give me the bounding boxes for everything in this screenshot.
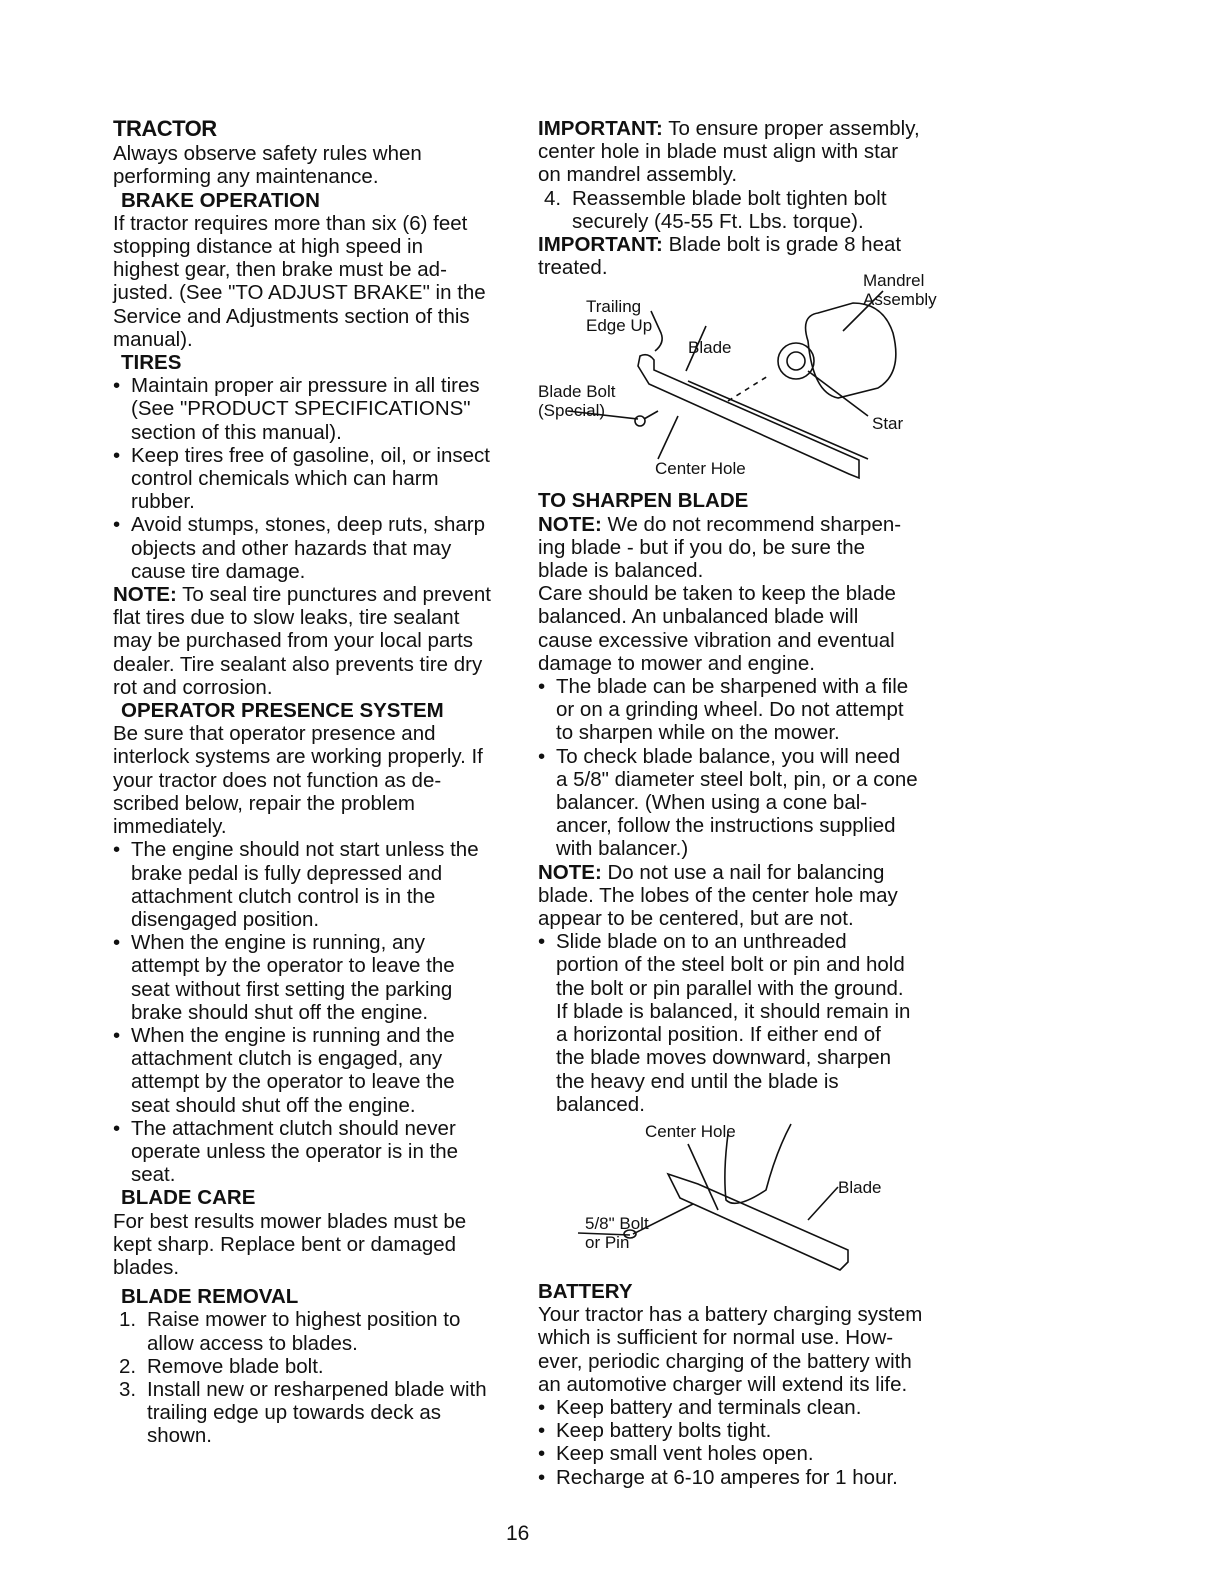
text: The blade can be sharpened with a file or on a grinding wheel. Do not attempt to sharpen while on the mower. <box>556 675 909 745</box>
bullet-marker: • <box>538 1442 546 1466</box>
text: TRACTOR <box>113 116 217 141</box>
text: Keep battery bolts tight. <box>556 1419 772 1443</box>
paragraph <box>113 212 533 351</box>
bullet-marker: • <box>538 1419 546 1443</box>
section-heading <box>113 189 533 212</box>
step-number: 4. <box>544 186 562 210</box>
text: Keep tires free of gasoline, oil, or insect control chemicals which can harm rubber. <box>131 443 490 514</box>
text: Install new or resharpened blade with trailing edge up towards deck as shown. <box>147 1377 487 1448</box>
emphasis-label: IMPORTANT: <box>538 117 663 140</box>
star-label: Star <box>872 414 904 434</box>
text: Blade bolt is grade 8 heat treated. <box>538 233 902 280</box>
text: When the engine is running and the attachment clutch is engaged, any attempt by the operator to leave the seat should shut off the engine. <box>131 1023 455 1117</box>
section-heading <box>113 117 533 140</box>
numbered-step <box>113 1378 533 1448</box>
text: For best results mower blades must be kept sharp. Replace bent or damaged blades. <box>113 1209 467 1279</box>
section-heading <box>113 351 533 374</box>
left-column <box>113 117 533 1448</box>
section-heading <box>538 489 968 512</box>
paragraph <box>538 513 968 583</box>
text: When the engine is running, any attempt by the operator to leave the seat without first setting the parking brake should shut off the engine. <box>131 931 455 1024</box>
bullet-item <box>538 675 968 745</box>
bullet-marker: • <box>113 374 121 398</box>
text: BLADE CARE <box>121 1186 256 1210</box>
bullet-item <box>538 930 968 1116</box>
text: If tractor requires more than six (6) feet stopping distance at high speed in highest gear, then brake must be ad- justed. (See "TO ADJUST BRAKE" in the Service and Adjustments section of this manual). <box>113 211 486 351</box>
emphasis-label: IMPORTANT: <box>538 233 663 257</box>
paragraph <box>538 1303 968 1396</box>
bullet-marker: • <box>113 931 121 955</box>
paragraph <box>113 722 533 838</box>
text: Maintain proper air pressure in all tires (See "PRODUCT SPECIFICATIONS" section of this manual). <box>131 374 480 444</box>
text: We do not recommend sharpen- ing blade - but if you do, be sure the blade is balanced. <box>538 512 902 583</box>
blade-assembly-diagram <box>538 271 968 481</box>
bullet-item <box>113 1024 533 1117</box>
text: Slide blade on to an unthreaded portion of the steel bolt or pin and hold the bolt or pin parallel with the ground. If blade is balanced, it should remain in a horizontal position. If either end of the blade moves downward, sharpen the heavy end until the blade is balanced. <box>556 930 911 1116</box>
bullet-marker: • <box>113 513 121 537</box>
bullet-item <box>113 838 533 931</box>
center-hole-label: Center Hole <box>655 459 746 479</box>
bullet-marker: • <box>113 838 121 862</box>
bullet-item <box>538 1396 968 1419</box>
bullet-marker: • <box>538 675 546 699</box>
bullet-marker: • <box>538 1465 546 1489</box>
bolt-or-pin-label: 5/8" Bolt or Pin <box>585 1213 649 1252</box>
text: BLADE REMOVAL <box>121 1285 299 1309</box>
text: Keep small vent holes open. <box>556 1442 814 1466</box>
paragraph <box>113 142 533 188</box>
text: TO SHARPEN BLADE <box>538 489 749 513</box>
paragraph <box>538 117 968 187</box>
text: Do not use a nail for balancing blade. The lobes of the center hole may appear to be centered, but are not. <box>538 860 898 931</box>
step-number: 1. <box>119 1308 137 1332</box>
bullet-marker: • <box>113 1116 121 1140</box>
text: Reassemble blade bolt tighten bolt securely (45-55 Ft. Lbs. torque). <box>572 186 887 233</box>
bullet-marker: • <box>538 930 546 954</box>
paragraph <box>113 1210 533 1280</box>
emphasis-label: NOTE: <box>113 583 177 607</box>
center-hole-label-2: Center Hole <box>645 1121 736 1141</box>
bullet-item <box>113 931 533 1024</box>
paragraph <box>113 583 533 699</box>
bullet-item <box>113 444 533 514</box>
bullet-item <box>538 1466 968 1489</box>
bullet-item <box>113 374 533 444</box>
blade-label: Blade <box>688 338 732 358</box>
section-heading <box>113 1285 533 1308</box>
page-number: 16 <box>506 1522 530 1545</box>
text: BATTERY <box>538 1279 633 1303</box>
text: Keep battery and terminals clean. <box>556 1395 862 1419</box>
text: Remove blade bolt. <box>147 1354 324 1378</box>
text: BRAKE OPERATION <box>121 188 320 212</box>
paragraph <box>538 582 968 675</box>
emphasis-label: NOTE: <box>538 512 602 536</box>
step-number: 2. <box>119 1354 137 1378</box>
text: The attachment clutch should never operate unless the operator is in the seat. <box>131 1116 459 1187</box>
emphasis-label: NOTE: <box>538 860 602 884</box>
text: Avoid stumps, stones, deep ruts, sharp objects and other hazards that may cause tire damage. <box>131 513 486 583</box>
text: Your tractor has a battery charging system which is sufficient for normal use. How- ever, periodic charging of the battery with an automotive charger will extend its life. <box>538 1303 923 1396</box>
trailing-edge-label: Trailing Edge Up <box>586 297 653 336</box>
bullet-marker: • <box>113 443 121 467</box>
section-heading <box>538 1280 968 1303</box>
bullet-marker: • <box>113 1023 121 1047</box>
bullet-marker: • <box>538 744 546 768</box>
text: TIRES <box>121 351 182 375</box>
text: Be sure that operator presence and interlock systems are working properly. If your tractor does not function as de- scribed below, repair the problem immediately. <box>113 722 483 839</box>
bullet-item <box>538 1419 968 1442</box>
text: Recharge at 6-10 amperes for 1 hour. <box>556 1465 898 1489</box>
section-heading <box>113 1186 533 1209</box>
bullet-marker: • <box>538 1395 546 1419</box>
blade-bolt-label: Blade Bolt (Special) <box>538 382 616 421</box>
bullet-item <box>113 1117 533 1187</box>
blade-label-2: Blade <box>838 1177 882 1197</box>
text: To seal tire punctures and prevent flat tires due to slow leaks, tire sealant may be purchased from your local parts dealer. Tire sealant also prevents tire dry rot and corrosion. <box>113 583 491 699</box>
step-number: 3. <box>119 1377 137 1401</box>
bullet-item <box>113 513 533 583</box>
bullet-item <box>538 745 968 861</box>
text: Raise mower to highest position to allow access to blades. <box>147 1308 461 1355</box>
numbered-step <box>113 1355 533 1378</box>
bullet-item <box>538 1442 968 1465</box>
text: To check blade balance, you will need a 5/8" diameter steel bolt, pin, or a cone balancer. (When using a cone bal- ancer, follow the instructions supplied with balancer.) <box>556 744 918 861</box>
section-heading <box>113 699 533 722</box>
text: Care should be taken to keep the blade balanced. An unbalanced blade will cause excessive vibration and eventual damage to mower and engine. <box>538 582 896 675</box>
right-column <box>538 117 968 1489</box>
text: OPERATOR PRESENCE SYSTEM <box>121 699 444 723</box>
text: Always observe safety rules when performing any maintenance. <box>113 142 422 189</box>
paragraph <box>538 861 968 931</box>
mandrel-assembly-label: Mandrel Assembly <box>863 271 937 310</box>
text: To ensure proper assembly, center hole in blade must align with star on mandrel assembly. <box>538 117 920 187</box>
numbered-step <box>538 187 968 233</box>
numbered-step <box>113 1308 533 1354</box>
blade-balance-diagram <box>538 1116 968 1272</box>
text: The engine should not start unless the brake pedal is fully depressed and attachment clutch control is in the disengaged position. <box>131 838 479 931</box>
